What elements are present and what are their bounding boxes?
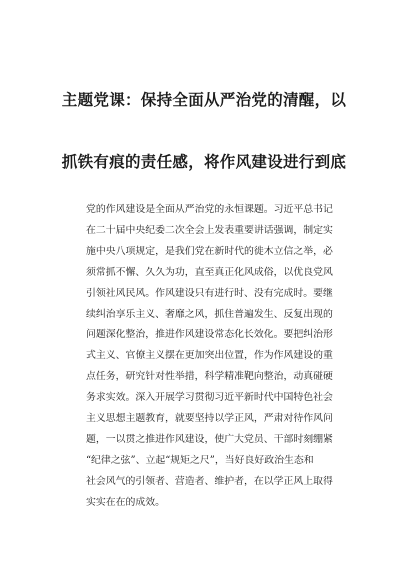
body-line: 问题深化整治，推进作风建设常态化长效化。要把纠治形 bbox=[86, 329, 333, 341]
body-line: 引领社风民风。作风建设只有进行时、没有完成时。要继 bbox=[86, 287, 333, 299]
body-line: 社会风气的引领者、营造者、维护者，在以学正风上取得 bbox=[86, 475, 333, 487]
body-line: 党的作风建设是全面从严治党的永恒课题。习近平总书记 bbox=[86, 204, 333, 215]
body-line: 主义思想主题教育，就要坚持以学正风，严肃对待作风问 bbox=[86, 413, 333, 425]
body-line: 续纠治享乐主义、奢靡之风，抓住普遍发生、反复出现的 bbox=[86, 308, 333, 320]
title-line-1: 主题党课：保持全面从严治党的清醒，以 bbox=[61, 90, 347, 109]
title-line-2: 抓铁有痕的责任感，将作风建设进行到底 bbox=[61, 152, 347, 171]
body-line: 实实在在的成效。 bbox=[86, 496, 166, 508]
body-line: “纪律之弦”、立起“规矩之尺”，当好良好政治生态和 bbox=[86, 454, 314, 466]
body-line: 务求实效。深入开展学习贯彻习近平新时代中国特色社会 bbox=[86, 392, 333, 404]
body-line: 题，一以贯之推进作风建设，使广大党员、干部时刻绷紧 bbox=[86, 433, 333, 445]
body-line: 施中央八项规定，是我们党在新时代的徙木立信之举，必 bbox=[86, 245, 333, 257]
body-line: 须常抓不懈、久久为功，直至真正化风成俗，以优良党风 bbox=[86, 266, 333, 278]
body-paragraph bbox=[86, 200, 333, 514]
body-line: 在二十届中央纪委二次全会上发表重要讲话强调，制定实 bbox=[86, 224, 333, 236]
body-line: 式主义、官僚主义摆在更加突出位置，作为作风建设的重 bbox=[86, 350, 333, 362]
body-line: 点任务，研究针对性举措，科学精准靶向整治，动真碰硬 bbox=[86, 371, 333, 383]
